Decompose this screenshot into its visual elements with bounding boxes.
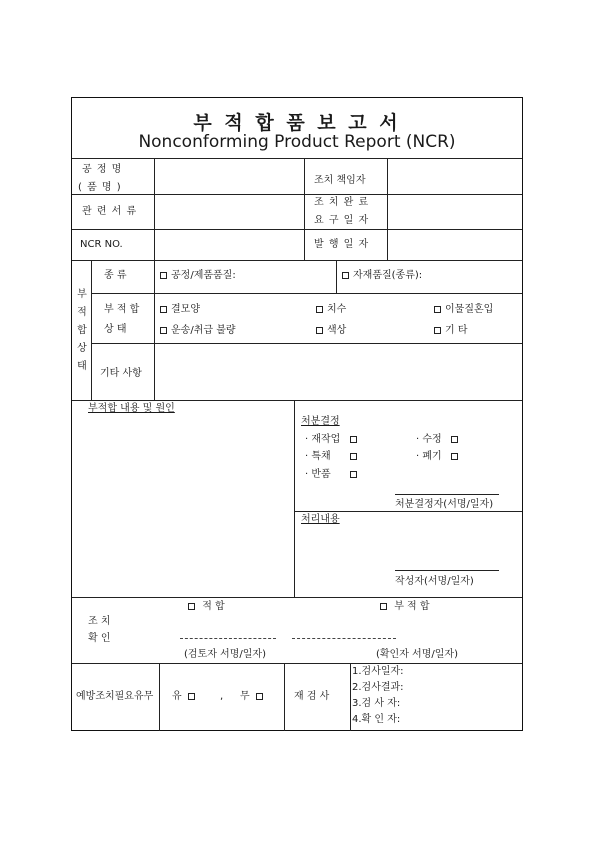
option-appearance[interactable]: 결모양 — [160, 304, 200, 316]
checkbox[interactable] — [434, 306, 441, 313]
divider — [72, 229, 522, 230]
reinspection-result: 2.검사결과: — [352, 682, 404, 693]
label-action-manager: 조치 책임자 — [314, 175, 366, 186]
checkbox[interactable] — [316, 306, 323, 313]
divider — [91, 343, 522, 344]
option-dimension[interactable]: 치수 — [316, 304, 346, 316]
option-nonconform[interactable]: 부 적 합 — [380, 601, 430, 613]
label-processing: 처리내용 — [301, 514, 340, 525]
option-no[interactable]: 무 — [240, 691, 267, 703]
option-color[interactable]: 색상 — [316, 325, 346, 337]
ncr-form — [71, 97, 523, 731]
option-concession[interactable]: · 특채 — [305, 451, 361, 463]
label-reinspection: 재 검 사 — [294, 691, 330, 702]
label-related-docs: 관 련 서 류 — [82, 206, 138, 217]
divider — [387, 158, 388, 260]
label-writer-signer: 작성자(서명/일자) — [395, 576, 474, 587]
label-type: 종 류 — [104, 270, 127, 281]
divider — [91, 293, 522, 294]
option-repair[interactable]: · 수정 — [416, 434, 462, 446]
label-ncr-no: NCR NO. — [80, 239, 123, 250]
divider — [154, 158, 155, 260]
label-check: 확 인 — [88, 633, 111, 644]
reinspection-date: 1.검사일자: — [352, 666, 404, 677]
reinspection-inspector: 3.검 사 자: — [352, 698, 401, 709]
form-title-english: Nonconforming Product Report (NCR) — [138, 132, 456, 152]
label-action: 조 치 — [88, 616, 111, 627]
divider — [294, 511, 522, 512]
label-process-name: 공 정 명 — [82, 164, 123, 175]
label-completion-date: 요 구 일 자 — [314, 215, 370, 226]
option-other[interactable]: 기 타 — [434, 325, 468, 337]
divider — [72, 663, 522, 664]
label-state: 상 태 — [104, 324, 127, 335]
checkbox[interactable] — [316, 327, 323, 334]
checkbox[interactable] — [350, 453, 357, 460]
divider — [91, 260, 92, 400]
option-scrap[interactable]: · 폐기 — [416, 451, 462, 463]
divider — [72, 260, 522, 261]
label-issue-date: 발 행 일 자 — [314, 239, 370, 250]
form-title-korean: 부 적 합 품 보 고 서 — [193, 112, 401, 134]
divider — [72, 400, 522, 401]
divider — [294, 400, 295, 597]
checkbox[interactable] — [350, 471, 357, 478]
option-conform[interactable]: 적 합 — [188, 601, 225, 613]
checkbox[interactable] — [188, 603, 195, 610]
checkbox[interactable] — [160, 272, 167, 279]
separator-comma: , — [220, 691, 224, 702]
option-return[interactable]: · 반품 — [305, 469, 361, 481]
label-other-notes: 기타 사항 — [100, 368, 142, 379]
checkbox[interactable] — [380, 603, 387, 610]
checkbox[interactable] — [451, 453, 458, 460]
divider — [336, 260, 337, 293]
option-material-quality[interactable]: 자재품질(종류): — [342, 270, 422, 282]
checkbox[interactable] — [256, 693, 263, 700]
divider — [72, 158, 522, 159]
disposition-signature-line — [395, 494, 499, 495]
divider — [159, 663, 160, 731]
divider — [284, 663, 285, 731]
divider — [304, 158, 305, 260]
checkbox[interactable] — [160, 306, 167, 313]
writer-signature-line — [395, 570, 499, 571]
label-disposition: 처분결정 — [301, 416, 340, 427]
option-yes[interactable]: 유 — [172, 691, 199, 703]
label-disposition-signer: 처분결정자(서명/일자) — [395, 499, 494, 510]
label-nonconf-cause: 부적합 내용 및 원인 — [88, 403, 175, 414]
label-confirmer: (확인자 서명/일자) — [376, 649, 458, 660]
reinspection-confirmer: 4.확 인 자: — [352, 714, 401, 725]
checkbox[interactable] — [160, 327, 167, 334]
nonconformance-state-label: 부 적 합 상 태 — [77, 289, 87, 372]
option-foreign-matter[interactable]: 이물질혼입 — [434, 304, 493, 316]
label-preventive-action: 예방조치필요유무 — [76, 691, 154, 702]
label-nonconf: 부 적 합 — [104, 304, 140, 315]
checkbox[interactable] — [188, 693, 195, 700]
label-completion-request: 조 치 완 료 — [314, 197, 370, 208]
divider — [154, 260, 155, 400]
option-transport-damage[interactable]: 운송/취급 불량 — [160, 325, 236, 337]
option-process-quality[interactable]: 공정/제품품질: — [160, 270, 236, 282]
checkbox[interactable] — [342, 272, 349, 279]
label-product-name: ( 품 명 ) — [78, 182, 122, 193]
option-rework[interactable]: · 재작업 — [305, 434, 361, 446]
reviewer-signature-line — [180, 638, 276, 639]
label-reviewer: (검토자 서명/일자) — [184, 649, 266, 660]
checkbox[interactable] — [451, 436, 458, 443]
divider — [350, 663, 351, 731]
checkbox[interactable] — [350, 436, 357, 443]
confirmer-signature-line — [292, 638, 396, 639]
divider — [72, 194, 522, 195]
divider — [72, 597, 522, 598]
checkbox[interactable] — [434, 327, 441, 334]
